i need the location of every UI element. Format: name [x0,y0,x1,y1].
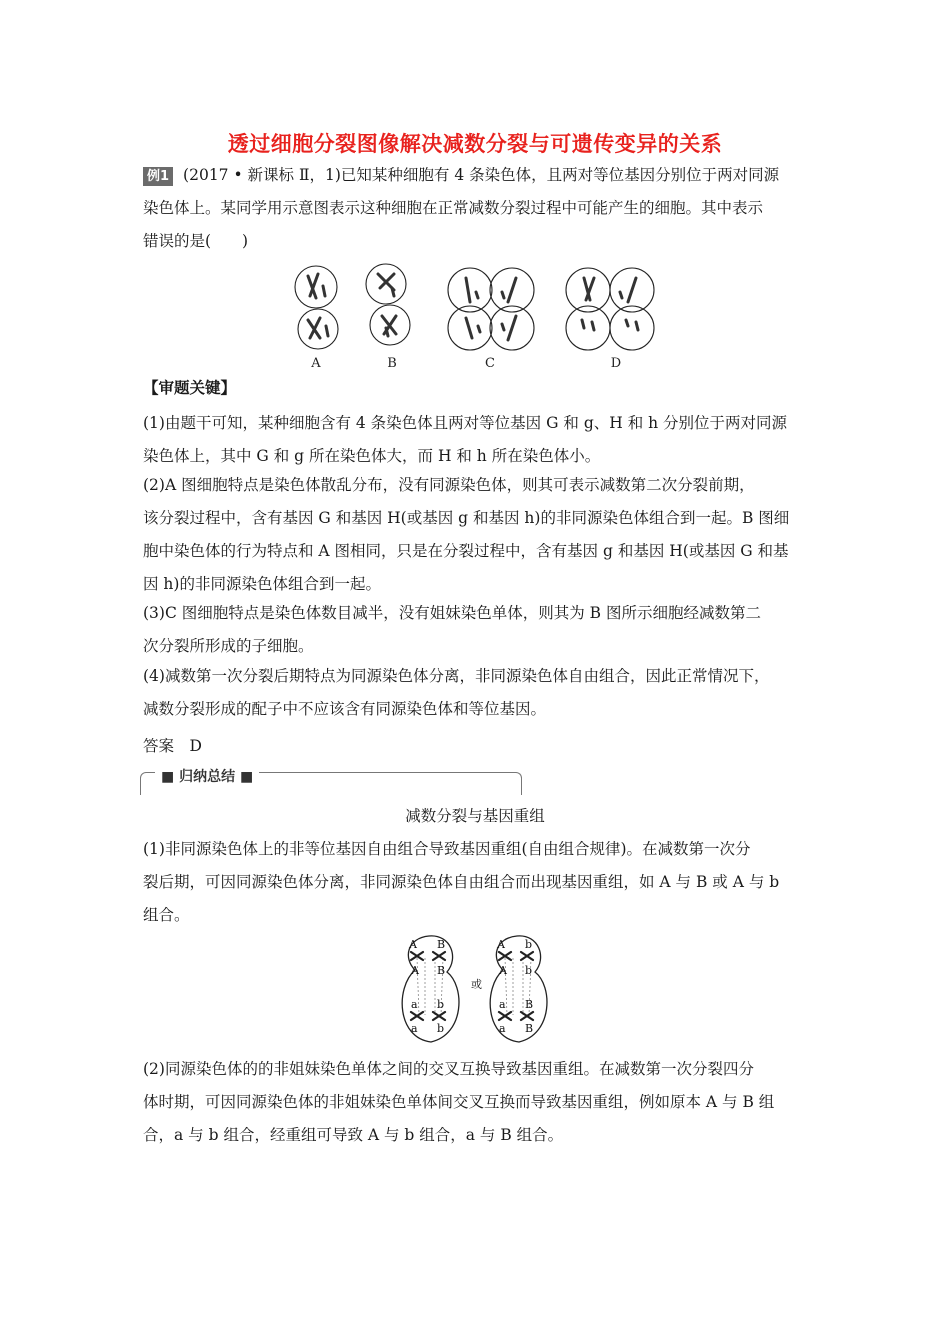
gene-label: b [437,1022,445,1035]
example-tag: 例1 [143,167,173,186]
example-question [143,159,815,258]
text-line: 次分裂所形成的子细胞。 [143,637,314,655]
gene-label: A [497,938,505,951]
text-line: 减数分裂形成的配子中不应该含有同源染色体和等位基因。 [143,700,547,718]
text-line: (1)非同源染色体上的非等位基因自由组合导致基因重组(自由组合规律)。在减数第一次分 [143,840,751,858]
analysis-heading: 【审题关键】 [143,378,237,397]
or-label: 或 [471,978,482,991]
analysis-paragraph-3 [143,597,815,663]
gene-label: a [411,1022,418,1035]
gene-label: b [525,938,533,951]
gene-label: B [525,998,534,1011]
option-label: C [485,356,495,371]
gene-label: B [437,964,446,977]
summary-paragraph-2 [143,1053,815,1152]
gene-label: b [525,964,533,977]
text-line: 胞中染色体的行为特点和 A 图相同，只是在分裂过程中，含有基因 g 和基因 H(或基因 G 和基 [143,542,789,560]
summary-paragraph-1 [143,833,815,932]
question-line: (2017 • 新课标 Ⅱ，1)已知某种细胞有 4 条染色体，且两对等位基因分别位于两对同源 [183,166,780,184]
text-line: 组合。 [143,906,190,924]
option-label: D [610,356,622,371]
option-label: B [387,356,397,371]
question-line: 错误的是( ) [143,232,249,250]
text-line: (4)减数第一次分裂后期特点为同源染色体分离，非同源染色体自由组合，因此正常情况下， [143,667,770,685]
text-line: 合，a 与 b 组合，经重组可导致 A 与 b 组合，a 与 B 组合。 [143,1126,564,1144]
analysis-paragraph-2 [143,469,815,601]
text-line: (1)由题干可知，某种细胞含有 4 条染色体且两对等位基因 G 和 g、H 和 h 分别位于两对同源 [143,414,788,432]
text-line: (2)同源染色体的的非姐妹染色单体之间的交叉互换导致基因重组。在减数第一次分裂四分 [143,1060,754,1078]
gene-label: A [411,964,419,977]
analysis-paragraph-1 [143,407,815,473]
gene-label: A [409,938,417,951]
question-line: 染色体上。某同学用示意图表示这种细胞在正常减数分裂过程中可能产生的细胞。其中表示 [143,199,764,217]
cell-options-figure [290,262,670,372]
gene-label: a [499,1022,506,1035]
answer: 答案 D [143,737,202,755]
gene-label: B [525,1022,534,1035]
gene-label: b [437,998,445,1011]
gene-label: a [411,998,418,1011]
text-line: (3)C 图细胞特点是染色体数目减半，没有姐妹染色单体，则其为 B 图所示细胞经减数第二 [143,604,761,622]
gene-label: B [437,938,446,951]
summary-subheading: 减数分裂与基因重组 [405,807,545,825]
text-line: 该分裂过程中，含有基因 G 和基因 H(或基因 g 和基因 h)的非同源染色体组合到一起。B 图细 [143,509,790,527]
text-line: 裂后期，可因同源染色体分离，非同源染色体自由组合而出现基因重组，如 A 与 B 或 A 与 b [143,873,780,891]
text-line: 体时期，可因同源染色体的非姐妹染色单体间交叉互换而导致基因重组，例如原本 A 与 B 组 [143,1093,775,1111]
summary-label: ■ 归纳总结 ■ [155,766,259,786]
text-line: (2)A 图细胞特点是染色体散乱分布，没有同源染色体，则其可表示减数第二次分裂前期， [143,476,755,494]
recombination-figure [395,930,565,1050]
option-label: A [311,356,321,371]
page-title: 透过细胞分裂图像解决减数分裂与可遗传变异的关系 [227,132,723,156]
gene-label: a [499,998,506,1011]
gene-label: A [499,964,507,977]
analysis-paragraph-4 [143,660,815,726]
text-line: 染色体上，其中 G 和 g 所在染色体大，而 H 和 h 所在染色体小。 [143,447,601,465]
text-line: 因 h)的非同源染色体组合到一起。 [143,575,381,593]
